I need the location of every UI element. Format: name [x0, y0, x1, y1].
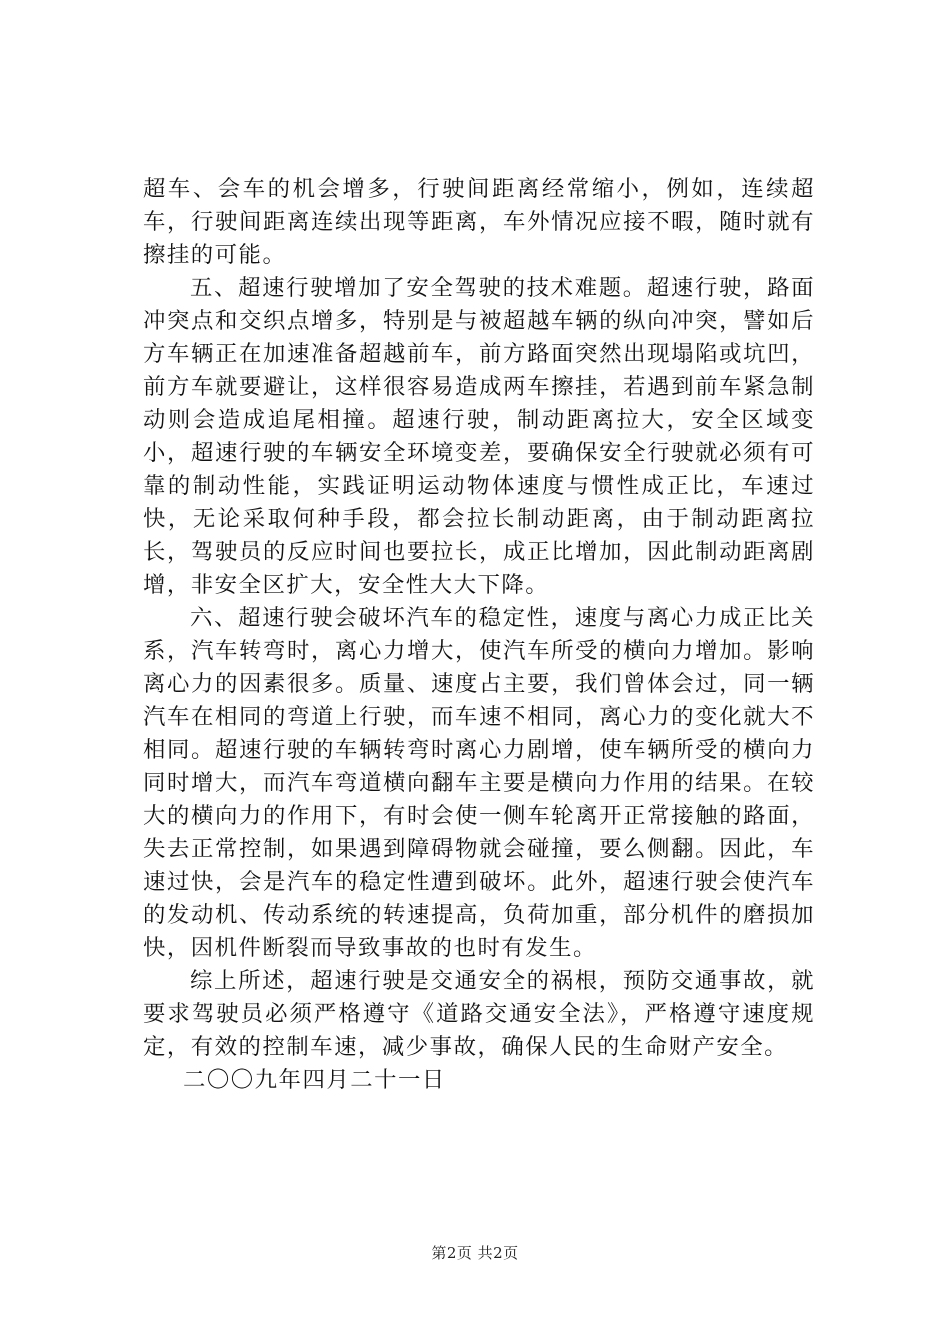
document-body [143, 173, 815, 1097]
page-footer [0, 1242, 950, 1263]
paragraph-point-five: 五、超速行驶增加了安全驾驶的技术难题。超速行驶，路面冲突点和交织点增多，特别是与被超越车辆的纵向冲突，譬如后方车辆正在加速准备超越前车，前方路面突然出现塌陷或坑凹，前方车就要避让，这样很容易造成两车擦挂，若遇到前车紧急制动则会造成追尾相撞。超速行驶，制动距离拉大，安全区域变小，超速行驶的车辆安全环境变差，要确保安全行驶就必须有可靠的制动性能，实践证明运动物体速度与惯性成正比，车速过快，无论采取何种手段，都会拉长制动距离，由于制动距离拉长，驾驶员的反应时间也要拉长，成正比增加，因此制动距离剧增，非安全区扩大，安全性大大下降。 [143, 275, 815, 598]
paragraph-conclusion: 综上所述，超速行驶是交通安全的祸根，预防交通事故，就要求驾驶员必须严格遵守《道路交通安全法》，严格遵守速度规定，有效的控制车速，减少事故，确保人民的生命财产安全。 [143, 968, 815, 1060]
paragraph-point-six: 六、超速行驶会破坏汽车的稳定性，速度与离心力成正比关系，汽车转弯时，离心力增大，使汽车所受的横向力增加。影响离心力的因素很多。质量、速度占主要，我们曾体会过，同一辆汽车在相同的弯道上行驶，而车速不相同，离心力的变化就大不相同。超速行驶的车辆转弯时离心力剧增，使车辆所受的横向力同时增大，而汽车弯道横向翻车主要是横向力作用的结果。在较大的横向力的作用下，有时会使一侧车轮离开正常接触的路面，失去正常控制，如果遇到障碍物就会碰撞，要么侧翻。因此，车速过快，会是汽车的稳定性遭到破坏。此外，超速行驶会使汽车的发动机、传动系统的转速提高，负荷加重，部分机件的磨损加快，因机件断裂而导致事故的也时有发生。 [143, 605, 815, 961]
document-date: 二〇〇九年四月二十一日 [183, 1067, 446, 1093]
page-number: 第2页 共2页 [431, 1244, 519, 1262]
paragraph-continuation: 超车、会车的机会增多，行驶间距离经常缩小，例如，连续超车，行驶间距离连续出现等距离，车外情况应接不暇，随时就有擦挂的可能。 [143, 176, 815, 268]
